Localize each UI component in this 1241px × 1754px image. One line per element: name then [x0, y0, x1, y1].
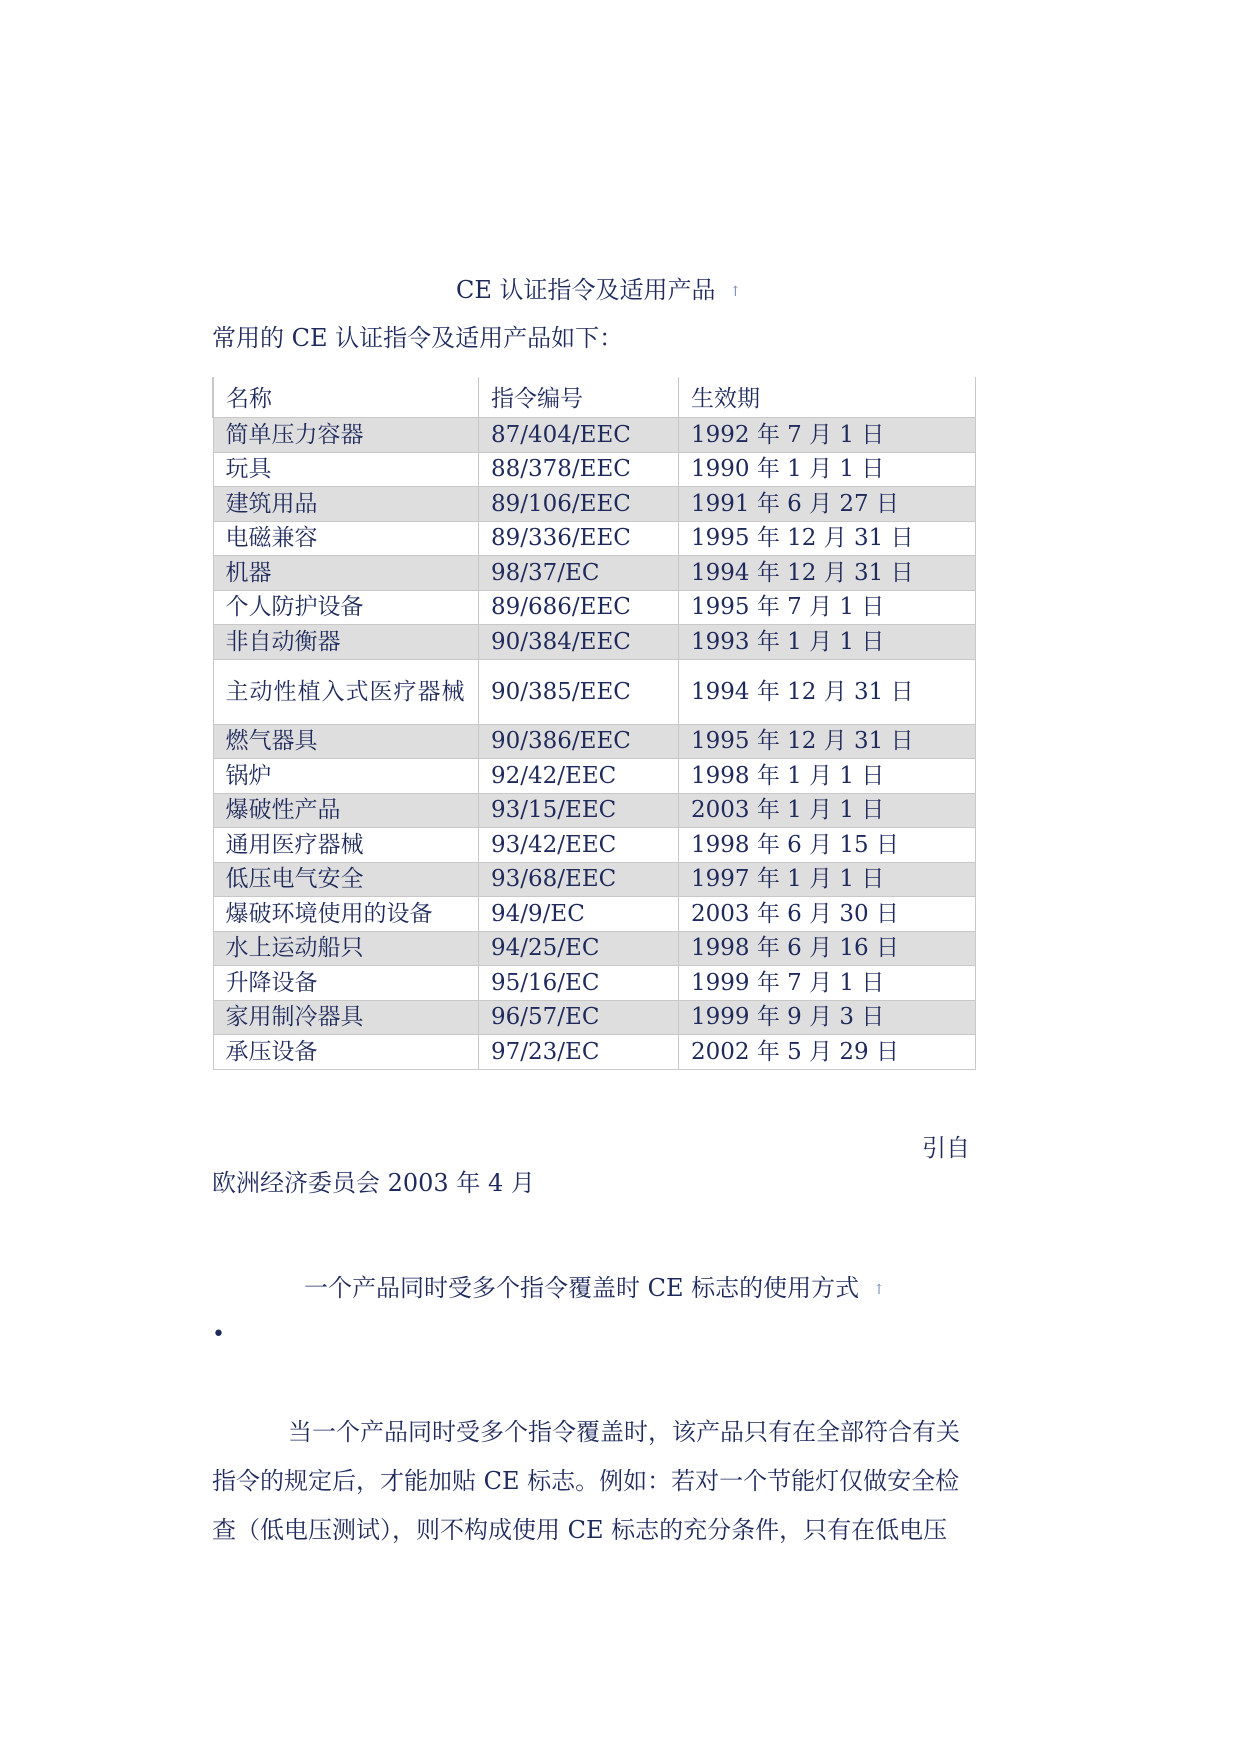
cell-directive: 96/57/EC — [479, 1000, 679, 1035]
cell-name: 玩具 — [213, 452, 479, 487]
table-row — [213, 862, 976, 897]
cell-name: 通用医疗器械 — [213, 828, 479, 863]
cell-directive: 87/404/EEC — [479, 418, 679, 453]
citation-prefix: 引自 — [922, 1134, 970, 1162]
body-paragraph — [212, 1408, 982, 1555]
table-row — [213, 625, 976, 660]
cell-name: 机器 — [213, 556, 479, 591]
cell-directive: 89/686/EEC — [479, 590, 679, 625]
cell-directive: 90/385/EEC — [479, 659, 679, 724]
paragraph-line: 指令的规定后，才能加贴 CE 标志。例如：若对一个节能灯仅做安全检 — [212, 1467, 960, 1495]
cell-name: 爆破环境使用的设备 — [213, 897, 479, 932]
cell-date: 1998 年 1 月 1 日 — [679, 759, 976, 794]
table-row — [213, 452, 976, 487]
cell-date: 1998 年 6 月 16 日 — [679, 931, 976, 966]
directive-table — [212, 377, 976, 1070]
table-header-row — [213, 377, 976, 418]
cell-directive: 89/336/EEC — [479, 521, 679, 556]
cell-date: 1999 年 9 月 3 日 — [679, 1000, 976, 1035]
cell-directive: 93/15/EEC — [479, 793, 679, 828]
cell-date: 1995 年 12 月 31 日 — [679, 724, 976, 759]
cell-date: 1995 年 7 月 1 日 — [679, 590, 976, 625]
citation-source: 欧洲经济委员会 2003 年 4 月 — [212, 1169, 535, 1197]
table-row — [213, 724, 976, 759]
cell-date: 1997 年 1 月 1 日 — [679, 862, 976, 897]
cell-name: 非自动衡器 — [213, 625, 479, 660]
header-name: 名称 — [213, 377, 479, 418]
cell-name: 建筑用品 — [213, 487, 479, 522]
cell-date: 1994 年 12 月 31 日 — [679, 556, 976, 591]
table-row — [213, 793, 976, 828]
cell-directive: 97/23/EC — [479, 1035, 679, 1070]
cell-date: 2003 年 6 月 30 日 — [679, 897, 976, 932]
cell-date: 1992 年 7 月 1 日 — [679, 418, 976, 453]
cell-date: 1991 年 6 月 27 日 — [679, 487, 976, 522]
table-row — [213, 1000, 976, 1035]
section-title-text: 一个产品同时受多个指令覆盖时 CE 标志的使用方式 — [304, 1274, 860, 1302]
paragraph-line: 查（低电压测试），则不构成使用 CE 标志的充分条件，只有在低电压 — [212, 1516, 948, 1544]
cell-name: 家用制冷器具 — [213, 1000, 479, 1035]
cell-name: 主动性植入式医疗器械 — [213, 659, 479, 724]
cell-name: 燃气器具 — [213, 724, 479, 759]
section-title-ce-marking-usage — [304, 1268, 885, 1303]
table-row — [213, 897, 976, 932]
cell-directive: 95/16/EC — [479, 966, 679, 1001]
cell-name: 水上运动船只 — [213, 931, 479, 966]
cell-directive: 90/386/EEC — [479, 724, 679, 759]
cell-name: 低压电气安全 — [213, 862, 479, 897]
cell-directive: 90/384/EEC — [479, 625, 679, 660]
table-row — [213, 418, 976, 453]
cell-directive: 94/25/EC — [479, 931, 679, 966]
cell-name: 爆破性产品 — [213, 793, 479, 828]
cell-date: 2002 年 5 月 29 日 — [679, 1035, 976, 1070]
cell-directive: 89/106/EEC — [479, 487, 679, 522]
cell-directive: 93/42/EEC — [479, 828, 679, 863]
cell-name: 电磁兼容 — [213, 521, 479, 556]
section-title-ce-directives — [456, 270, 741, 305]
cell-date: 1998 年 6 月 15 日 — [679, 828, 976, 863]
cell-name: 承压设备 — [213, 1035, 479, 1070]
cell-date: 2003 年 1 月 1 日 — [679, 793, 976, 828]
header-date: 生效期 — [679, 377, 976, 418]
table-row — [213, 659, 976, 724]
cell-directive: 88/378/EEC — [479, 452, 679, 487]
cell-date: 1995 年 12 月 31 日 — [679, 521, 976, 556]
cell-directive: 93/68/EEC — [479, 862, 679, 897]
paragraph-line: 当一个产品同时受多个指令覆盖时，该产品只有在全部符合有关 — [288, 1418, 960, 1446]
header-directive: 指令编号 — [479, 377, 679, 418]
table-row — [213, 1035, 976, 1070]
up-arrow-icon[interactable]: ↑ — [873, 1281, 885, 1298]
intro-text: 常用的 CE 认证指令及适用产品如下： — [212, 324, 624, 352]
cell-date: 1990 年 1 月 1 日 — [679, 452, 976, 487]
cell-directive: 92/42/EEC — [479, 759, 679, 794]
cell-date: 1999 年 7 月 1 日 — [679, 966, 976, 1001]
table-row — [213, 759, 976, 794]
table-row — [213, 487, 976, 522]
up-arrow-icon[interactable]: ↑ — [729, 283, 742, 300]
cell-directive: 94/9/EC — [479, 897, 679, 932]
table-row — [213, 590, 976, 625]
table-row — [213, 828, 976, 863]
table-row — [213, 521, 976, 556]
table-row — [213, 556, 976, 591]
list-bullet: • — [212, 1322, 225, 1347]
table-row — [213, 931, 976, 966]
section-title-text: CE 认证指令及适用产品 — [456, 276, 716, 304]
cell-name: 个人防护设备 — [213, 590, 479, 625]
cell-date: 1993 年 1 月 1 日 — [679, 625, 976, 660]
cell-directive: 98/37/EC — [479, 556, 679, 591]
cell-name: 简单压力容器 — [213, 418, 479, 453]
table-row — [213, 966, 976, 1001]
cell-date: 1994 年 12 月 31 日 — [679, 659, 976, 724]
cell-name: 锅炉 — [213, 759, 479, 794]
cell-name: 升降设备 — [213, 966, 479, 1001]
